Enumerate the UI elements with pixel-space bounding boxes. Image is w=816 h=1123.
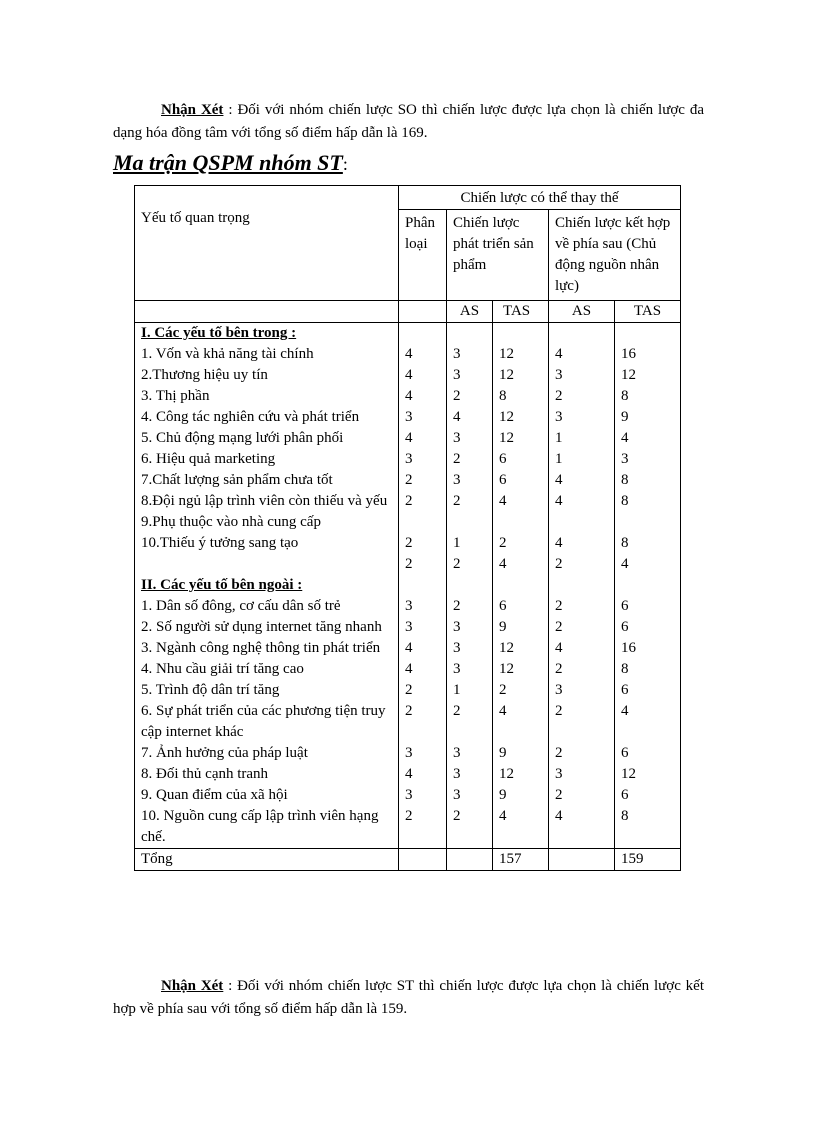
- value: 16: [621, 346, 636, 362]
- value: 4: [555, 472, 563, 488]
- value: 3: [555, 409, 563, 425]
- value: 2: [453, 493, 461, 509]
- value-cell: 6: [615, 617, 681, 638]
- value-cell: 8: [615, 659, 681, 680]
- external-section-title: II. Các yếu tố bên ngoài :: [135, 575, 399, 596]
- value: 3: [405, 451, 413, 467]
- value: 1: [555, 451, 563, 467]
- table-row: [135, 617, 681, 638]
- total-label: Tổng: [135, 849, 399, 871]
- value-cell: 12: [493, 638, 549, 659]
- value-cell: 4: [399, 764, 447, 785]
- section-heading: [113, 150, 348, 176]
- value-cell: 2: [549, 701, 615, 743]
- table-row: [135, 806, 681, 849]
- value: 4: [405, 388, 413, 404]
- value-cell: 2: [399, 701, 447, 743]
- value: 3: [621, 451, 629, 467]
- internal-tas2-column: [615, 323, 681, 576]
- value: 2: [453, 451, 461, 467]
- value: 4: [555, 346, 563, 362]
- value-cell: 6: [615, 785, 681, 806]
- header-strategy-2: Chiến lược kết hợp về phía sau (Chủ động nguồn nhân lực): [549, 210, 681, 301]
- value: 3: [453, 472, 461, 488]
- value: 6: [499, 472, 507, 488]
- value-cell: 3: [447, 659, 493, 680]
- value: 9: [621, 409, 629, 425]
- value-cell: 12: [615, 764, 681, 785]
- value: 8: [621, 493, 629, 509]
- value: 8: [499, 388, 507, 404]
- factor-item: 5. Chủ động mạng lưới phân phối: [141, 430, 344, 446]
- value-cell: 2: [549, 596, 615, 617]
- value: 2: [555, 556, 563, 572]
- value: 12: [499, 346, 514, 362]
- value: 2: [405, 535, 413, 551]
- factor-cell: 1. Dân số đông, cơ cấu dân số trẻ: [135, 596, 399, 617]
- subheader-blank: [399, 301, 447, 323]
- factor-item: 4. Công tác nghiên cứu và phát triển: [141, 409, 360, 425]
- table-row-internal: [135, 323, 681, 576]
- table-row: [135, 764, 681, 785]
- value: 1: [453, 535, 461, 551]
- value: 8: [621, 472, 629, 488]
- internal-as2-column: [549, 323, 615, 576]
- value: 8: [621, 388, 629, 404]
- factor-cell: 8. Đối thủ cạnh tranh: [135, 764, 399, 785]
- value-cell: 3: [399, 596, 447, 617]
- intro-label: Nhận Xét: [161, 102, 224, 118]
- table-row: [135, 785, 681, 806]
- value-cell: 4: [493, 701, 549, 743]
- value-cell: 9: [493, 617, 549, 638]
- header-class: Phân loại: [399, 210, 447, 301]
- header-factor: Yếu tố quan trọng: [135, 186, 399, 301]
- value: 3: [555, 367, 563, 383]
- value-cell: 6: [493, 596, 549, 617]
- total-tas-1: 157: [493, 849, 549, 871]
- value: 1: [555, 430, 563, 446]
- value: 2: [405, 472, 413, 488]
- value-cell: 9: [493, 785, 549, 806]
- table-row: [135, 743, 681, 764]
- total-tas-2: 159: [615, 849, 681, 871]
- intro-text: : Đối với nhóm chiến lược SO thì chiến lược được lựa chọn là chiến lược đa dạng hóa đồng tâm với tổng số điểm hấp dẫn là 169.: [113, 102, 704, 141]
- heading-title: Ma trận QSPM nhóm ST: [113, 150, 343, 175]
- value-cell: 2: [493, 680, 549, 701]
- value: 4: [499, 493, 507, 509]
- internal-as1-column: [447, 323, 493, 576]
- value: 12: [499, 430, 514, 446]
- subheader-tas-2: TAS: [615, 301, 681, 323]
- value: 4: [621, 430, 629, 446]
- factor-cell: 10. Nguồn cung cấp lập trình viên hạng chế.: [135, 806, 399, 849]
- value: 4: [555, 535, 563, 551]
- factor-item: 1. Vốn và khả năng tài chính: [141, 346, 314, 362]
- internal-class-column: [399, 323, 447, 576]
- value-cell: 2: [447, 806, 493, 849]
- value: 4: [555, 493, 563, 509]
- factor-cell: 6. Sự phát triển của các phương tiện truy cập internet khác: [135, 701, 399, 743]
- value-cell: 8: [615, 806, 681, 849]
- value-cell: 6: [615, 743, 681, 764]
- value-cell: 2: [549, 743, 615, 764]
- table-row: [135, 701, 681, 743]
- value-cell: 4: [493, 806, 549, 849]
- value: 4: [405, 367, 413, 383]
- factor-item: 9.Phụ thuộc vào nhà cung cấp: [141, 514, 321, 530]
- table-row: [135, 659, 681, 680]
- subheader-tas-1: TAS: [493, 301, 549, 323]
- value-cell: 3: [549, 680, 615, 701]
- value: 8: [621, 535, 629, 551]
- value: 4: [453, 409, 461, 425]
- value: 3: [405, 409, 413, 425]
- factor-cell: 7. Ảnh hưởng của pháp luật: [135, 743, 399, 764]
- table-row: [135, 680, 681, 701]
- internal-tas1-column: [493, 323, 549, 576]
- factor-cell: [135, 323, 399, 576]
- value-cell: 6: [615, 596, 681, 617]
- factor-item: 8.Đội ngủ lập trình viên còn thiếu và yếu: [141, 493, 388, 509]
- subheader-as-2: AS: [549, 301, 615, 323]
- value-cell: 3: [399, 785, 447, 806]
- factor-cell: 5. Trình độ dân trí tăng: [135, 680, 399, 701]
- value: 2: [555, 388, 563, 404]
- value: 3: [453, 430, 461, 446]
- value-cell: 3: [399, 617, 447, 638]
- value-cell: 16: [615, 638, 681, 659]
- value-cell: 3: [447, 743, 493, 764]
- table-row: [135, 596, 681, 617]
- value: 3: [453, 367, 461, 383]
- subheader-as-1: AS: [447, 301, 493, 323]
- table-row: [135, 638, 681, 659]
- factor-cell: 3. Ngành công nghệ thông tin phát triển: [135, 638, 399, 659]
- value-cell: 3: [399, 743, 447, 764]
- qspm-table: [134, 185, 681, 871]
- factor-item: 6. Hiệu quả marketing: [141, 451, 276, 467]
- value: 4: [499, 556, 507, 572]
- value-cell: 12: [493, 659, 549, 680]
- total-row: [135, 849, 681, 871]
- value: 2: [499, 535, 507, 551]
- value-cell: 3: [447, 617, 493, 638]
- value: 12: [499, 409, 514, 425]
- value: 12: [621, 367, 636, 383]
- value: 2: [453, 556, 461, 572]
- value-cell: 2: [549, 785, 615, 806]
- factor-item: 2.Thương hiệu uy tín: [141, 367, 268, 383]
- value-cell: 12: [493, 764, 549, 785]
- intro-paragraph: [113, 99, 704, 145]
- header-strategy-1: Chiến lược phát triển sản phẩm: [447, 210, 549, 301]
- value-cell: 4: [399, 638, 447, 659]
- value-cell: 3: [447, 764, 493, 785]
- value-cell: 6: [615, 680, 681, 701]
- value-cell: 3: [447, 785, 493, 806]
- header-alternatives: Chiến lược có thể thay thế: [399, 186, 681, 210]
- value: 4: [405, 346, 413, 362]
- value: 3: [453, 346, 461, 362]
- value-cell: 4: [399, 659, 447, 680]
- value: 2: [405, 493, 413, 509]
- value-cell: 1: [447, 680, 493, 701]
- value-cell: 2: [549, 659, 615, 680]
- factor-item: 3. Thị phần: [141, 388, 210, 404]
- value-cell: 2: [549, 617, 615, 638]
- table-row-external-title: [135, 575, 681, 596]
- value: 2: [453, 388, 461, 404]
- factor-item: 10.Thiếu ý tưởng sang tạo: [141, 535, 299, 551]
- conclusion-text: : Đối với nhóm chiến lược ST thì chiến lược được lựa chọn là chiến lược kết hợp về phía sau với tổng số điểm hấp dẫn là 159.: [113, 978, 704, 1017]
- factor-cell: 2. Số người sử dụng internet tăng nhanh: [135, 617, 399, 638]
- value: 12: [499, 367, 514, 383]
- value-cell: 3: [447, 638, 493, 659]
- factor-item: 7.Chất lượng sản phẩm chưa tốt: [141, 472, 333, 488]
- value-cell: 4: [615, 701, 681, 743]
- conclusion-paragraph: [113, 975, 704, 1021]
- value: 4: [405, 430, 413, 446]
- value-cell: 9: [493, 743, 549, 764]
- value: 4: [621, 556, 629, 572]
- internal-section-title: I. Các yếu tố bên trong :: [141, 325, 297, 341]
- value-cell: 4: [549, 638, 615, 659]
- value-cell: 2: [447, 701, 493, 743]
- value: 6: [499, 451, 507, 467]
- value-cell: 3: [549, 764, 615, 785]
- value-cell: 2: [399, 806, 447, 849]
- value-cell: 2: [447, 596, 493, 617]
- value-cell: 4: [549, 806, 615, 849]
- conclusion-label: Nhận Xét: [161, 978, 224, 994]
- factor-cell: 9. Quan điểm của xã hội: [135, 785, 399, 806]
- value: 2: [405, 556, 413, 572]
- value-cell: 2: [399, 680, 447, 701]
- subheader-blank: [135, 301, 399, 323]
- heading-colon: :: [342, 154, 348, 174]
- factor-cell: 4. Nhu cầu giải trí tăng cao: [135, 659, 399, 680]
